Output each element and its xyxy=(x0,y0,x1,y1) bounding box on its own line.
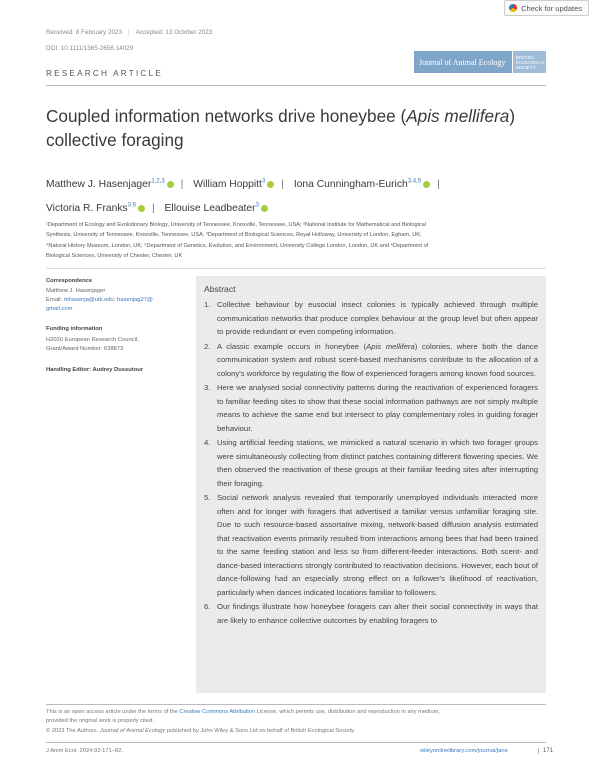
check-updates-label: Check for updates xyxy=(521,3,582,13)
author-affil: 3,4,5 xyxy=(407,179,422,185)
orcid-icon[interactable] xyxy=(267,181,274,188)
item-number: 5. xyxy=(204,493,211,502)
author[interactable] xyxy=(46,203,136,214)
journal-name: Journal of Animal Ecology xyxy=(414,51,512,73)
author[interactable] xyxy=(46,179,165,190)
title-text-end: ) xyxy=(509,106,516,126)
divider xyxy=(46,704,546,705)
license-link[interactable]: Creative Commons Attribution xyxy=(179,709,255,715)
author[interactable] xyxy=(294,179,421,190)
item-text: Using artificial feeding stations, we mimicked a natural scenario in which two forager groups were simultaneously collecting from distinct patches containing different flowering species. We then observed the reactivation of these groups at their familiar feeding sites after interrupting their foraging. xyxy=(217,438,538,488)
copyright-journal: Journal of Animal Ecology xyxy=(99,727,166,734)
affiliations xyxy=(46,220,551,261)
received-date: Received: 8 February 2023 xyxy=(46,29,122,36)
divider xyxy=(46,85,546,86)
abstract-box xyxy=(196,276,546,693)
title-line-2: collective foraging xyxy=(46,130,184,150)
license-line xyxy=(46,708,551,717)
society-logo: BRITISH ECOLOGICAL SOCIETY xyxy=(512,51,546,73)
funding-heading: Funding information xyxy=(46,326,103,332)
author-affil: 3,6 xyxy=(127,202,136,209)
affiliation-line: ¹Department of Ecology and Evolutionary Biology, University of Tennessee, Knoxville, Tennessee, USA; ²National Institute for Mathematical and Biological xyxy=(46,222,426,228)
item-text: A classic example occurs in honeybee ( xyxy=(217,341,367,351)
license-text: This is an open access article under the terms of the xyxy=(46,709,180,715)
footer-citation: J Anim Ecol. 2024;93:171–82. xyxy=(46,748,124,754)
correspondence-email xyxy=(46,296,153,305)
copyright-text: © 2023 The Authors. xyxy=(46,727,100,734)
email-label: Email: xyxy=(46,297,64,303)
funding-line: Grant/Award Number: 638873 xyxy=(46,346,124,352)
item-text: Social network analysis revealed that temporarily unemployed individuals interacted more often and for longer with foragers that advertised a familiar versus unfamiliar foraging site. Due to such resource-based assortative mixing, network-based diffusion analysis estimated that reactivation events primarily resulted from interactions among bees that had been trained to the same feeding station and less so from different-feeder interactions. Both scent- and dance-based interactions strongly contributed to reactivation decisions. However, each bout of dance-following had an especially strong effect on a follower's likelihood of reactivation, particularly when dances indicated locations familiar to followers. xyxy=(217,493,538,597)
author-affil: 3 xyxy=(261,179,266,185)
orcid-icon[interactable] xyxy=(261,205,268,212)
item-text: Our findings illustrate how honeybee foragers can alter their social connectivity in ways that are likely to enhance collective outcomes by enabling foragers to xyxy=(217,602,538,625)
affiliation-line: ⁴Natural History Museum, London, UK; ⁵Department of Genetics, Evolution, and Environment, University College London, London, UK and ⁶Department of xyxy=(46,242,429,249)
accepted-date: Accepted: 13 October 2023 xyxy=(135,29,213,36)
doi[interactable]: DOI: 10.1111/1365-2656.14029 xyxy=(46,45,134,52)
item-number: 3. xyxy=(204,383,211,392)
page-number: 171 xyxy=(538,748,553,754)
email-link-continued[interactable]: gmail.com xyxy=(46,306,73,312)
item-number: 6. xyxy=(204,602,211,611)
item-species: Apis mellifera xyxy=(366,341,415,351)
author-name: Ellouise Leadbeater xyxy=(164,202,256,214)
footer-journal-link[interactable]: wileyonlinelibrary.com/journal/jane xyxy=(420,748,508,754)
abstract-item xyxy=(204,436,538,490)
article-title xyxy=(46,104,556,152)
check-updates-icon xyxy=(509,4,517,12)
author-name: Matthew J. Hasenjager xyxy=(46,179,152,191)
article-type: RESEARCH ARTICLE xyxy=(46,69,163,78)
author-name: Iona Cunningham-Eurich xyxy=(293,179,408,191)
license-text: License, which permits use, distribution and reproduction in any medium, xyxy=(254,709,440,715)
affiliation-line: Synthesis, University of Tennessee, Knoxville, Tennessee, USA; ³Department of Biological Sciences, Royal Holloway, University of London, Egham, UK; xyxy=(46,232,422,239)
item-text: Collective behaviour by eusocial insect colonies is typically achieved through multiple communication networks that produce complex behaviour at the group level but often appear to provide redundant or even competing information. xyxy=(217,300,538,336)
copyright-text: published by John Wiley & Sons Ltd on behalf of British Ecological Society. xyxy=(165,727,356,734)
orcid-icon[interactable] xyxy=(138,205,145,212)
email-link[interactable]: hasenjag27@ xyxy=(117,297,153,303)
author[interactable] xyxy=(165,203,259,214)
separator: | xyxy=(151,202,155,214)
abstract-item xyxy=(204,340,538,381)
title-species: Apis mellifera xyxy=(406,106,510,126)
author-affil: 1,2,3 xyxy=(151,179,165,185)
abstract-item xyxy=(204,491,538,599)
abstract-item xyxy=(204,381,538,435)
abstract-heading: Abstract xyxy=(204,284,236,294)
abstract-item xyxy=(204,298,538,339)
separator: | xyxy=(281,179,284,191)
check-for-updates-button[interactable] xyxy=(504,0,589,16)
item-text: ) colonies, where both the dance communication system and robust scent-based mechanisms contribute to the allocation of a colony's workforce by regulating the flow of experienced foragers among known food sources. xyxy=(217,341,538,378)
author[interactable] xyxy=(193,179,265,190)
abstract-list xyxy=(204,298,538,628)
license-line: provided the original work is properly cited. xyxy=(46,718,154,725)
author-name: Victoria R. Franks xyxy=(46,202,128,214)
correspondence-name: Matthew J. Hasenjager xyxy=(46,288,106,294)
license-notice xyxy=(46,708,551,736)
handling-editor: Handling Editor: Audrey Dussutour xyxy=(46,367,144,373)
email-separator: ; xyxy=(113,297,117,303)
author-list xyxy=(46,172,556,219)
divider xyxy=(46,742,546,743)
item-number: 2. xyxy=(204,341,211,351)
item-number: 4. xyxy=(204,438,211,447)
copyright-line xyxy=(46,727,551,736)
journal-logo xyxy=(414,51,546,73)
separator: | xyxy=(180,179,184,191)
divider xyxy=(46,268,546,269)
orcid-icon[interactable] xyxy=(167,181,174,188)
email-link[interactable]: mhasenja@utk.edu xyxy=(63,297,114,303)
correspondence-heading: Correspondence xyxy=(46,278,93,284)
abstract-item xyxy=(204,600,538,627)
article-dates: Received: 8 February 2023 | Accepted: 13 October 2023 xyxy=(46,29,213,36)
item-number: 1. xyxy=(204,300,211,309)
title-text: Coupled information networks drive honeybee ( xyxy=(46,106,407,126)
affiliation-line: Biological Sciences, University of Chester, Chester, UK xyxy=(46,252,183,259)
author-name: William Hoppitt xyxy=(193,179,262,191)
funding-line: H2020 European Research Council, xyxy=(46,337,139,343)
author-affil: 3 xyxy=(255,202,259,209)
orcid-icon[interactable] xyxy=(423,181,430,188)
item-text: Here we analysed social connectivity patterns during the reactivation of experienced foragers to familiar feeding sites to show that these social information pathways are not simply multiple means to achieve the same end but intersect to play complementary roles in guiding forager behaviour. xyxy=(217,383,538,433)
separator: | xyxy=(437,179,440,191)
